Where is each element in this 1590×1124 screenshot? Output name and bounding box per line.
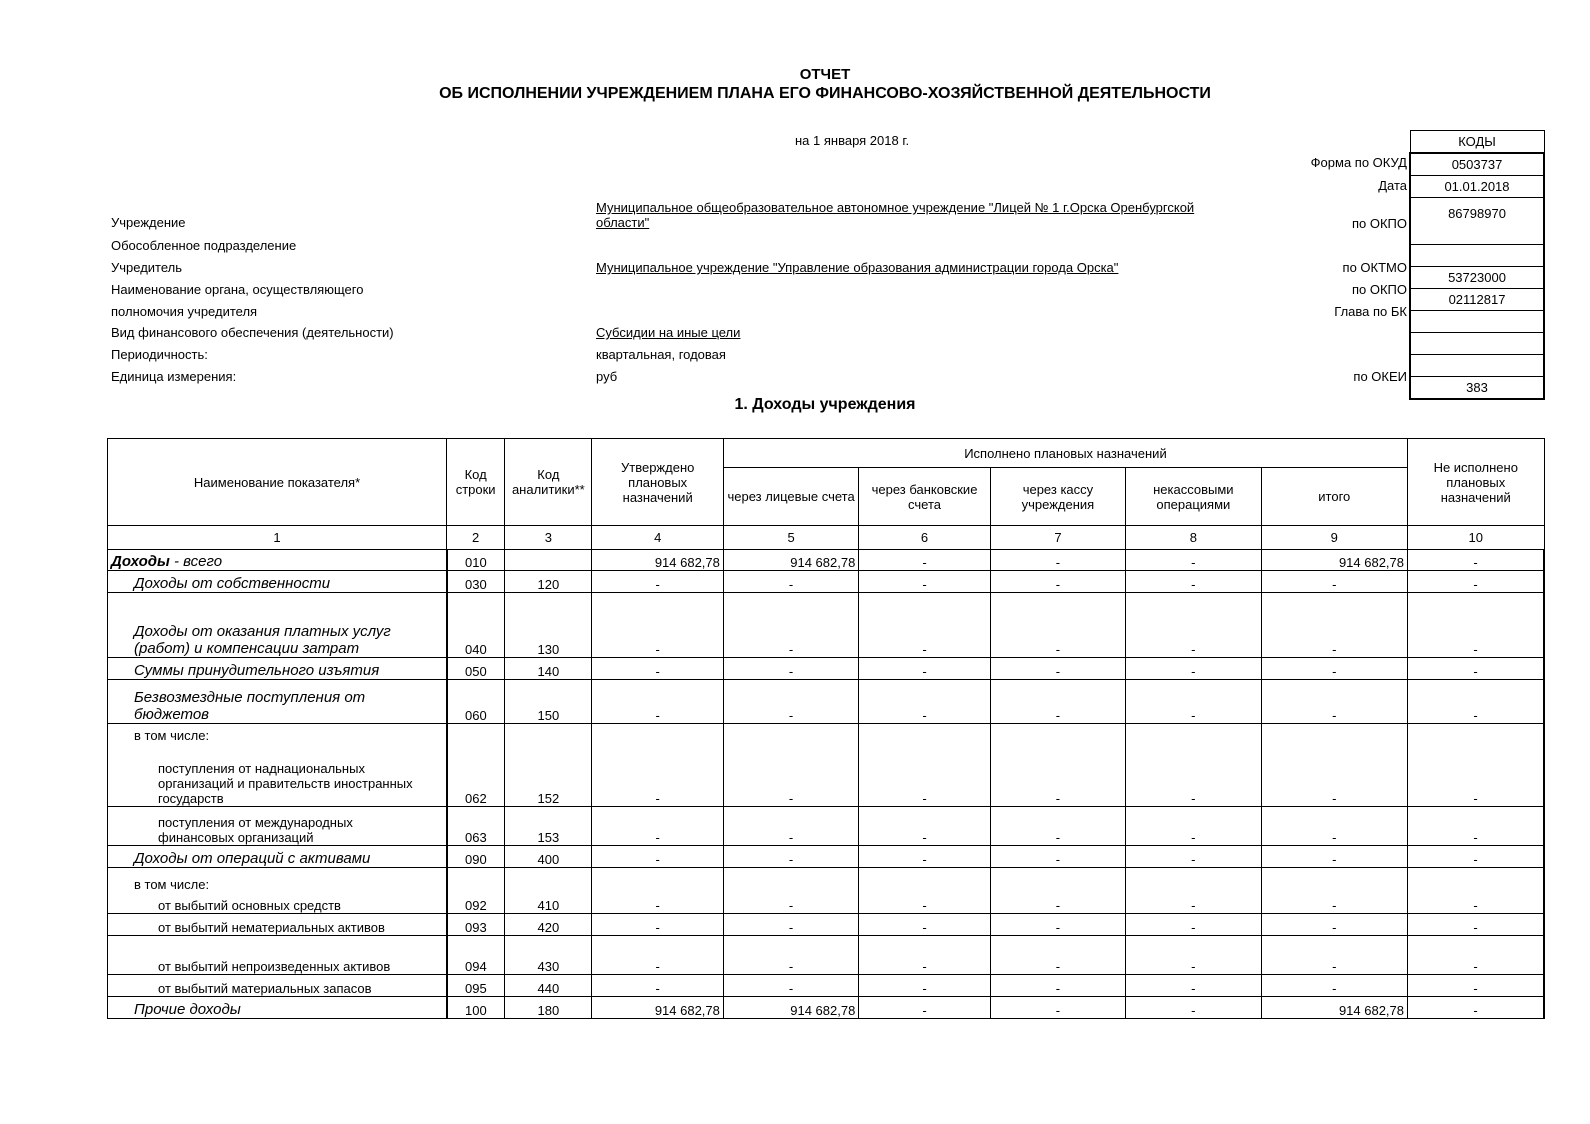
row-total: - [1261,868,1407,914]
row-total: - [1261,846,1407,868]
finance-label: Вид финансового обеспечения (деятельности) [111,325,394,340]
row-via-personal: - [723,593,858,658]
row-non-cash: - [1126,936,1261,975]
table-row [108,550,1545,571]
row-via-personal: - [723,658,858,680]
table-row [108,680,1545,724]
oktmo-label: по ОКТМО [1342,260,1407,275]
row-via-cash: - [990,997,1125,1019]
row-analytics: 120 [505,571,592,593]
row-via-cash: - [990,658,1125,680]
col-number: 7 [990,526,1125,550]
row-via-bank: - [859,593,990,658]
row-name: Прочие доходы [108,997,447,1019]
row-via-bank: - [859,914,990,936]
table-row [108,914,1545,936]
period-label: Периодичность: [111,347,208,362]
row-via-personal: 914 682,78 [723,997,858,1019]
date-value: 01.01.2018 [1410,176,1544,198]
row-via-cash: - [990,724,1125,807]
row-code: 090 [447,846,505,868]
okud-label: Форма по ОКУД [1310,155,1407,170]
okei-label: по ОКЕИ [1353,369,1407,384]
row-approved: - [592,593,723,658]
row-via-personal: - [723,724,858,807]
row-not-executed: - [1408,846,1544,868]
codes-table [1409,130,1545,400]
header-not-executed: Не исполнено плановых назначений [1408,439,1544,526]
report-title: ОТЧЕТ [799,66,851,83]
row-approved: - [592,868,723,914]
row-not-executed: - [1408,550,1544,571]
row-code: 062 [447,724,505,807]
row-total: - [1261,593,1407,658]
row-via-personal: - [723,868,858,914]
row-name: от выбытий материальных запасов [108,975,447,997]
row-not-executed: - [1408,593,1544,658]
okpo-founder-label: по ОКПО [1351,282,1407,297]
row-via-bank: - [859,550,990,571]
okpo-value: 86798970 [1410,198,1544,245]
row-name: Доходы от операций с активами [108,846,447,868]
row-via-bank: - [859,997,990,1019]
row-code: 100 [447,997,505,1019]
row-analytics [505,550,592,571]
report-subtitle: ОБ ИСПОЛНЕНИИ УЧРЕЖДЕНИЕМ ПЛАНА ЕГО ФИНАНСОВО-ХОЗЯЙСТВЕННОЙ ДЕЯТЕЛЬНОСТИ [439,85,1211,102]
row-approved: - [592,846,723,868]
row-analytics: 400 [505,846,592,868]
row-approved: 914 682,78 [592,550,723,571]
bk-value [1410,311,1544,333]
row-non-cash: - [1126,807,1261,846]
row-approved: - [592,680,723,724]
header-via-personal: через лицевые счета [723,468,858,526]
col-number: 1 [108,526,447,550]
row-not-executed: - [1408,997,1544,1019]
row-total: - [1261,658,1407,680]
okei-value: 383 [1410,377,1544,400]
row-via-bank: - [859,807,990,846]
table-row [108,724,1545,807]
division-label: Обособленное подразделение [111,238,297,253]
row-via-cash: - [990,680,1125,724]
institution-value: Муниципальное общеобразовательное автономное учреждение "Лицей № 1 г.Орска Оренбургской области" [596,200,1195,230]
authority-label-2: полномочия учредителя [111,304,258,319]
row-total: - [1261,680,1407,724]
date-code-label: Дата [1378,178,1407,193]
header-via-bank: через банковские счета [859,468,990,526]
table-row [108,807,1545,846]
row-analytics: 180 [505,997,592,1019]
row-name: Суммы принудительного изъятия [108,658,447,680]
row-name: Безвозмездные поступления от бюджетов [108,680,447,724]
row-not-executed: - [1408,807,1544,846]
row-analytics: 410 [505,868,592,914]
col-number: 8 [1126,526,1261,550]
row-name: от выбытий непроизведенных активов [108,936,447,975]
row-code: 030 [447,571,505,593]
oktmo-value: 53723000 [1410,267,1544,289]
table-row [108,846,1545,868]
row-via-personal: 914 682,78 [723,550,858,571]
row-total: 914 682,78 [1261,550,1407,571]
founder-value: Муниципальное учреждение "Управление образования администрации города Орска" [596,260,1119,275]
row-total: - [1261,914,1407,936]
report-date: на 1 января 2018 г. [795,133,910,148]
row-via-bank: - [859,975,990,997]
row-total: - [1261,571,1407,593]
row-via-bank: - [859,846,990,868]
row-name: Доходы - всего [108,550,447,571]
row-via-personal: - [723,846,858,868]
row-not-executed: - [1408,724,1544,807]
row-approved: - [592,807,723,846]
codes-empty-2 [1410,333,1544,355]
finance-value: Субсидии на иные цели [596,325,741,340]
row-code: 063 [447,807,505,846]
codes-header: КОДЫ [1410,131,1544,154]
table-row [108,593,1545,658]
okpo-founder-value: 02112817 [1410,289,1544,311]
row-total: - [1261,936,1407,975]
header-approved: Утверждено плановых назначений [592,439,723,526]
row-non-cash: - [1126,724,1261,807]
row-not-executed: - [1408,975,1544,997]
row-via-personal: - [723,807,858,846]
header-executed-group: Исполнено плановых назначений [723,439,1407,468]
unit-value: руб [596,369,618,384]
col-number: 9 [1261,526,1407,550]
row-non-cash: - [1126,914,1261,936]
row-approved: - [592,914,723,936]
row-name: Доходы от оказания платных услуг (работ) и компенсации затрат [108,593,447,658]
col-number: 2 [447,526,505,550]
col-number: 10 [1408,526,1544,550]
row-analytics: 153 [505,807,592,846]
row-approved: - [592,724,723,807]
col-number: 3 [505,526,592,550]
row-via-cash: - [990,868,1125,914]
unit-label: Единица измерения: [111,369,237,384]
period-value: квартальная, годовая [596,347,726,362]
row-via-bank: - [859,571,990,593]
row-total: - [1261,975,1407,997]
row-non-cash: - [1126,975,1261,997]
row-total: - [1261,724,1407,807]
row-code: 093 [447,914,505,936]
row-non-cash: - [1126,550,1261,571]
row-approved: 914 682,78 [592,997,723,1019]
okud-value: 0503737 [1410,153,1544,176]
row-not-executed: - [1408,571,1544,593]
row-approved: - [592,571,723,593]
header-total: итого [1261,468,1407,526]
row-via-cash: - [990,846,1125,868]
row-via-bank: - [859,680,990,724]
col-number: 6 [859,526,990,550]
row-analytics: 150 [505,680,592,724]
row-via-cash: - [990,550,1125,571]
row-code: 010 [447,550,505,571]
header-via-cash: через кассу учреждения [990,468,1125,526]
row-code: 095 [447,975,505,997]
header-code-analytics: Код аналитики** [505,439,592,526]
header-code-row: Код строки [447,439,505,526]
row-analytics: 420 [505,914,592,936]
col-number: 5 [723,526,858,550]
row-total: - [1261,807,1407,846]
row-non-cash: - [1126,593,1261,658]
row-name: Доходы от собственности [108,571,447,593]
row-code: 040 [447,593,505,658]
row-name: в том числе: поступления от наднациональных организаций и правительств иностранных государств [108,724,447,807]
row-via-personal: - [723,914,858,936]
row-non-cash: - [1126,680,1261,724]
row-not-executed: - [1408,680,1544,724]
authority-label-1: Наименование органа, осуществляющего [111,282,364,297]
row-via-cash: - [990,975,1125,997]
row-analytics: 430 [505,936,592,975]
row-code: 094 [447,936,505,975]
row-via-personal: - [723,571,858,593]
row-via-bank: - [859,724,990,807]
row-via-personal: - [723,975,858,997]
row-via-cash: - [990,571,1125,593]
row-analytics: 440 [505,975,592,997]
row-via-cash: - [990,936,1125,975]
row-not-executed: - [1408,658,1544,680]
column-numbers-row [108,526,1545,550]
okpo-label: по ОКПО [1351,216,1407,231]
row-via-cash: - [990,593,1125,658]
row-via-bank: - [859,868,990,914]
row-code: 092 [447,868,505,914]
table-row [108,975,1545,997]
row-via-personal: - [723,680,858,724]
table-row [108,658,1545,680]
table-row [108,997,1545,1019]
bk-label: Глава по БК [1334,304,1407,319]
row-code: 050 [447,658,505,680]
row-analytics: 130 [505,593,592,658]
row-approved: - [592,658,723,680]
row-not-executed: - [1408,868,1544,914]
row-not-executed: - [1408,936,1544,975]
row-via-cash: - [990,807,1125,846]
table-row [108,571,1545,593]
institution-label: Учреждение [111,215,186,230]
row-via-cash: - [990,914,1125,936]
row-via-bank: - [859,658,990,680]
table-row [108,936,1545,975]
row-name: в том числе: от выбытий основных средств [108,868,447,914]
row-code: 060 [447,680,505,724]
codes-empty-3 [1410,355,1544,377]
row-non-cash: - [1126,658,1261,680]
row-name: от выбытий нематериальных активов [108,914,447,936]
row-non-cash: - [1126,868,1261,914]
founder-label: Учредитель [111,260,183,275]
row-approved: - [592,936,723,975]
header-non-cash: некассовыми операциями [1126,468,1261,526]
table-row [108,868,1545,914]
row-name: поступления от международных финансовых организаций [108,807,447,846]
row-non-cash: - [1126,846,1261,868]
row-via-bank: - [859,936,990,975]
row-analytics: 152 [505,724,592,807]
row-via-personal: - [723,936,858,975]
income-table [107,438,1545,1019]
row-not-executed: - [1408,914,1544,936]
row-non-cash: - [1126,571,1261,593]
codes-empty-1 [1410,245,1544,267]
row-analytics: 140 [505,658,592,680]
section-title: 1. Доходы учреждения [734,396,916,413]
row-non-cash: - [1126,997,1261,1019]
header-name: Наименование показателя* [108,439,447,526]
row-total: 914 682,78 [1261,997,1407,1019]
row-approved: - [592,975,723,997]
col-number: 4 [592,526,723,550]
